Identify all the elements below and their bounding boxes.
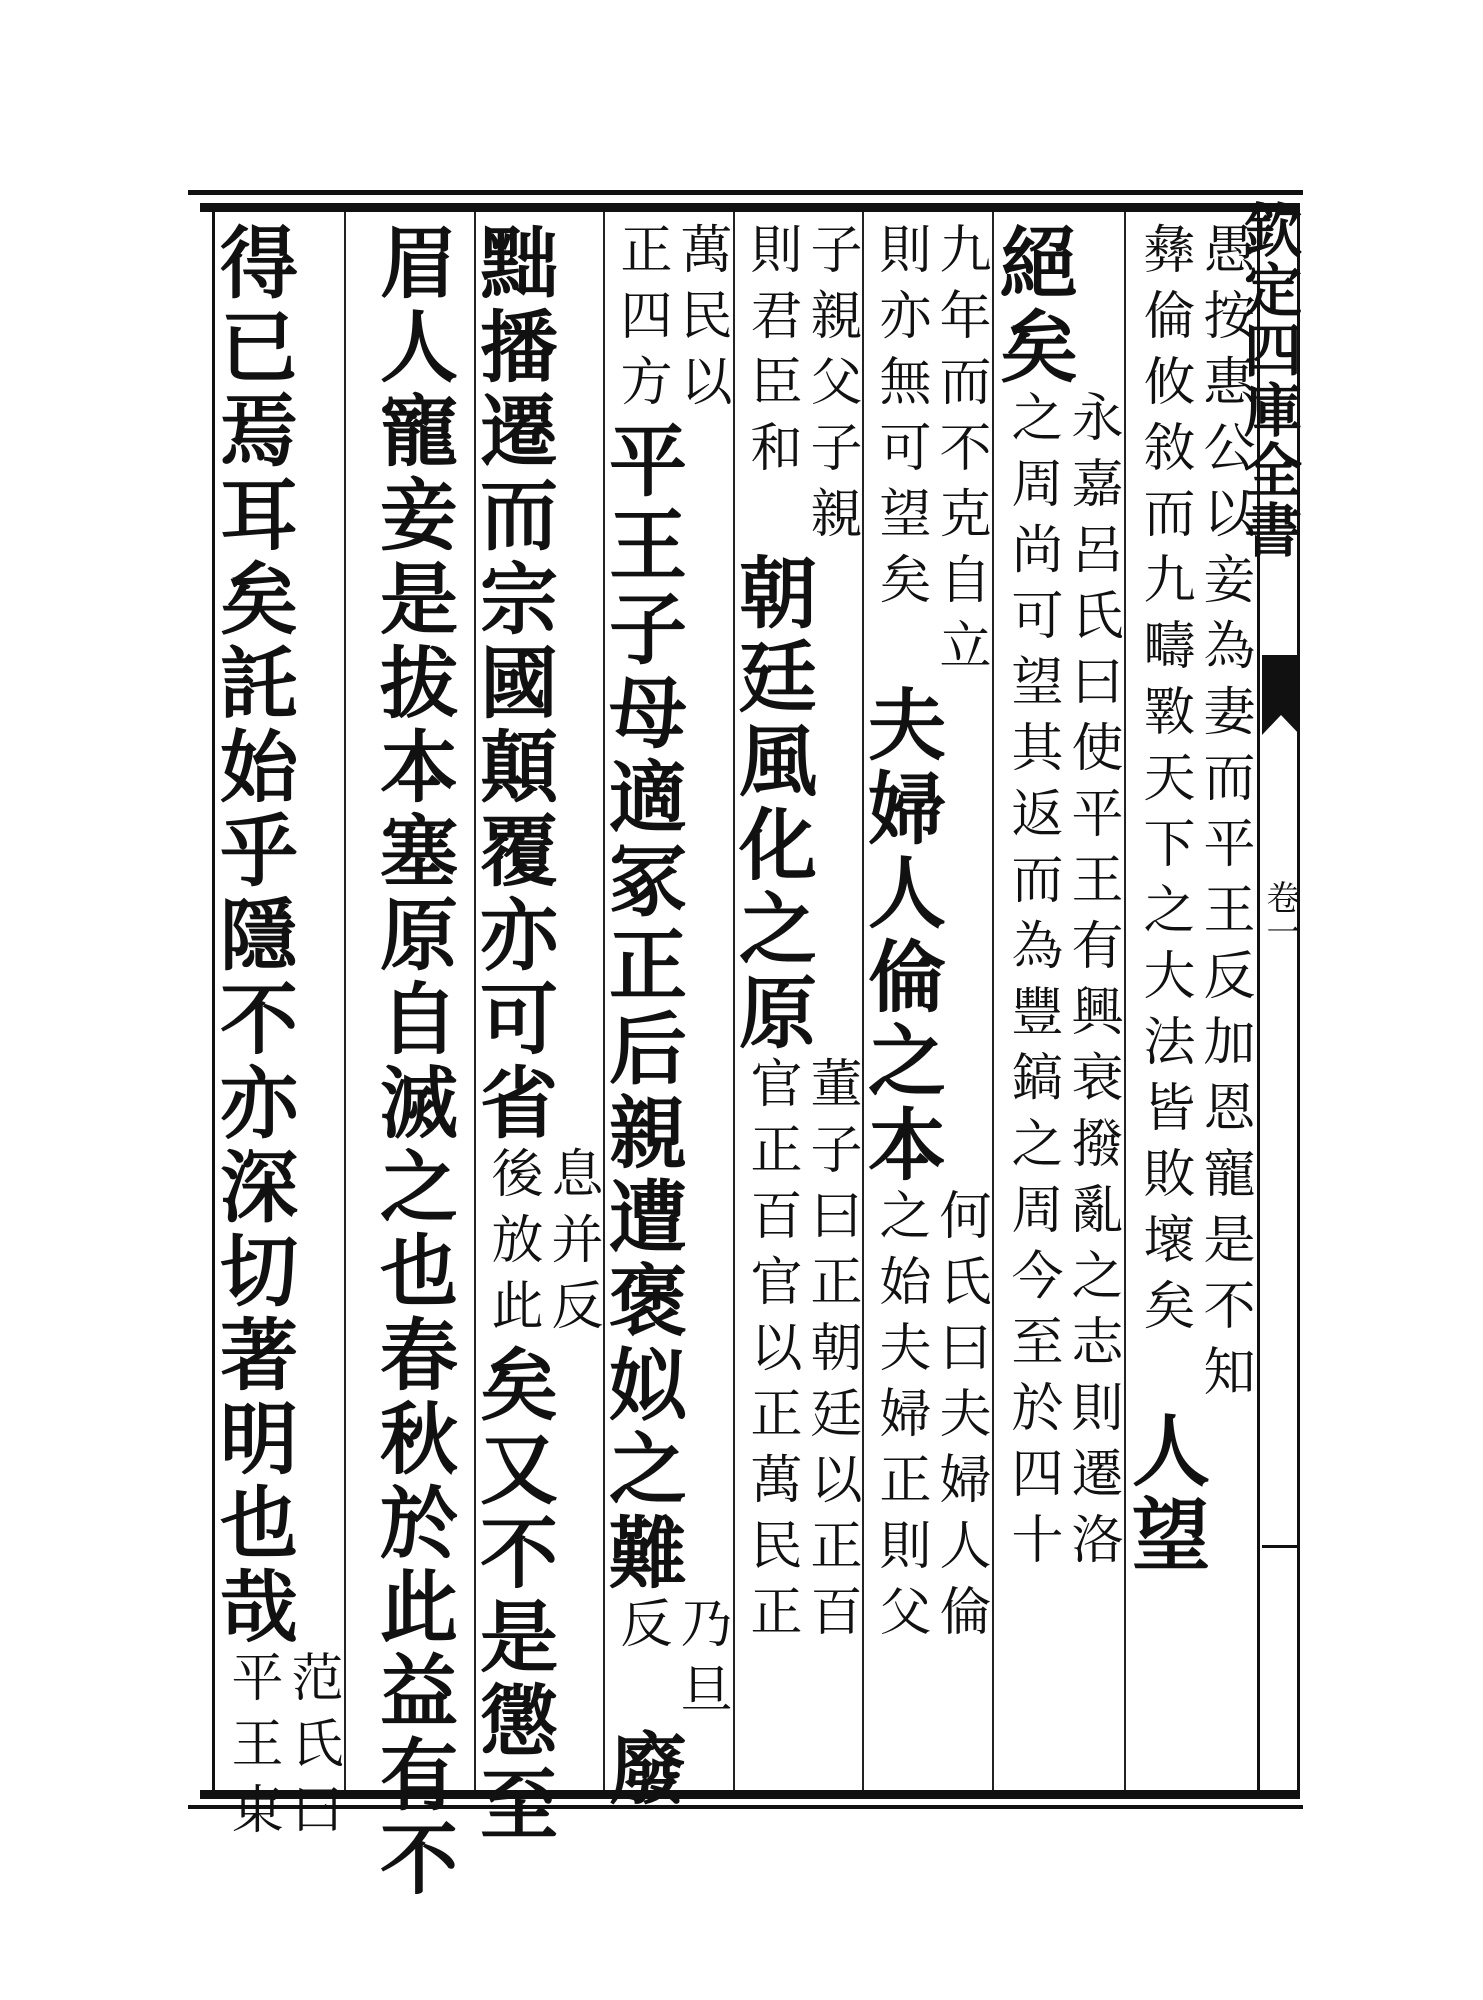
text-column-2	[987, 222, 1122, 1782]
margin-volume-label: 卷一	[1260, 880, 1300, 948]
commentary-block	[870, 222, 990, 684]
commentary-left-line: 平王東	[222, 1650, 282, 1848]
main-text: 平王子母適冢正后親遭褒姒之難	[596, 420, 687, 1596]
commentary-block	[611, 222, 731, 420]
commentary-left-line: 官正百官以正萬民正	[741, 1056, 801, 1650]
top-rule-thick	[200, 203, 1300, 212]
text-column-5	[596, 222, 731, 1812]
commentary-left-line: 則君臣和	[741, 222, 801, 486]
main-text: 朝廷風化之原	[726, 552, 817, 1056]
commentary-block	[1134, 222, 1254, 1410]
main-text: 得已焉耳矣託始乎隱不亦深切著明也哉	[207, 222, 298, 1650]
commentary-block	[1002, 390, 1122, 1578]
fishtail-mark-icon	[1262, 655, 1300, 715]
bottom-rule-thick	[200, 1790, 1300, 1799]
text-column-1	[1119, 222, 1254, 1782]
commentary-right-line: 子親父子親	[801, 222, 861, 552]
main-text: 廢	[596, 1728, 687, 1812]
commentary-right-line: 九年而不克自立	[930, 222, 990, 684]
commentary-right-line: 董子曰正朝廷以正百	[801, 1056, 861, 1650]
main-text: 眉人寵妾是拔本塞原自滅之也春秋於此益有不	[367, 222, 458, 1902]
commentary-right-line: 永嘉呂氏曰使平王有興衰撥亂之志則遷洛	[1062, 390, 1122, 1578]
bottom-rule-thin	[188, 1805, 1303, 1809]
commentary-left-line: 反	[611, 1596, 671, 1662]
text-column-8	[207, 222, 342, 1848]
text-column-6	[467, 222, 602, 1848]
commentary-right-line: 萬民以	[671, 222, 731, 420]
commentary-left-line: 後放此	[482, 1146, 542, 1344]
commentary-left-line: 之始夫婦正則父	[870, 1188, 930, 1650]
column-divider	[344, 212, 346, 1790]
main-text: 夫婦人倫之本	[855, 684, 946, 1188]
main-text: 絕矣	[987, 222, 1078, 390]
commentary-right-line: 乃旦	[671, 1596, 731, 1728]
margin-book-title: 欽定四庫全書	[1234, 200, 1302, 560]
commentary-right-line: 愚按惠公以妾為妻而平王反加恩寵是不知	[1194, 222, 1254, 1410]
commentary-left-line: 正四方	[611, 222, 671, 420]
commentary-left-line: 彝倫攸敘而九疇斁天下之大法皆敗壞矣	[1134, 222, 1194, 1344]
main-text: 人望	[1119, 1410, 1210, 1578]
commentary-block	[482, 1146, 602, 1344]
main-text: 矣又不是懲至	[467, 1344, 558, 1848]
commentary-left-line: 之周尚可望其返而為豐鎬之周今至於四十	[1002, 390, 1062, 1578]
main-text: 黜播遷而宗國顛覆亦可省	[467, 222, 558, 1146]
commentary-block	[741, 222, 861, 552]
text-column-7	[348, 222, 472, 1902]
text-column-4	[726, 222, 861, 1782]
commentary-block	[222, 1650, 342, 1848]
commentary-right-line: 息并反	[542, 1146, 602, 1344]
commentary-block	[870, 1188, 990, 1650]
margin-tick	[1262, 1545, 1300, 1548]
commentary-block	[741, 1056, 861, 1650]
text-column-3	[855, 222, 990, 1782]
commentary-right-line: 范氏曰	[282, 1650, 342, 1848]
commentary-left-line: 則亦無可望矣	[870, 222, 930, 618]
top-rule-thin	[188, 190, 1303, 195]
commentary-block	[611, 1596, 731, 1728]
commentary-right-line: 何氏曰夫婦人倫	[930, 1188, 990, 1650]
